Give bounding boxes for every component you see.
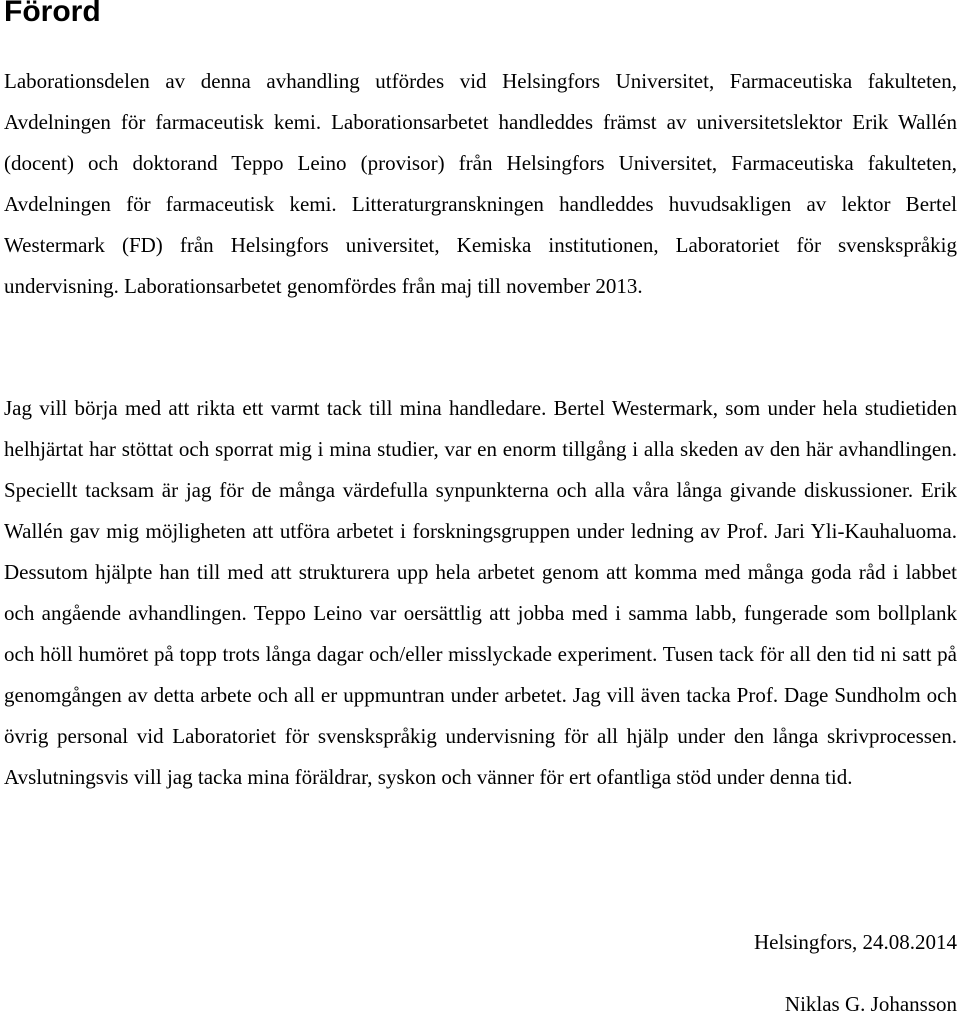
paragraph-intro: Laborationsdelen av denna avhandling utfördes vid Helsingfors Universitet, Farmaceutiska fakulteten, Avdelningen för farmaceutisk kemi. Laborationsarbetet handleddes främst av universitetslektor Erik Wallén (docent) och doktorand Teppo Leino (provisor) från Helsingfors Universitet, Farmaceutiska fakulteten, Avdelningen för farmaceutisk kemi. Litteraturgranskningen handleddes huvudsakligen av lektor Bertel Westermark (FD) från Helsingfors universitet, Kemiska institutionen, Laboratoriet för svenskspråkig undervisning. Laborationsarbetet genomfördes från maj till november 2013.	[4, 69, 957, 298]
place-date: Helsingfors, 24.08.2014	[754, 930, 957, 954]
paragraph-acknowledgements: Jag vill börja med att rikta ett varmt tack till mina handledare. Bertel Westermark, som under hela studietiden helhjärtat har stöttat och sporrat mig i mina studier, var en enorm tillgång i alla skeden av den här avhandlingen. Speciellt tacksam är jag för de många värdefulla synpunkterna och alla våra långa givande diskussioner. Erik Wallén gav mig möjligheten att utföra arbetet i forskningsgruppen under ledning av Prof. Jari Yli-Kauhaluoma. Dessutom hjälpte han till med att strukturera upp hela arbetet genom att komma med många goda råd i labbet och angående avhandlingen. Teppo Leino var oersättlig att jobba med i samma labb, fungerade som bollplank och höll humöret på topp trots långa dagar och/eller misslyckade experiment. Tusen tack för all den tid ni satt på genomgången av detta arbete och all er uppmuntran under arbetet. Jag vill även tacka Prof. Dage Sundholm och övrig personal vid Laboratoriet för svenskspråkig undervisning för all hjälp under den långa skrivprocessen. Avslutningsvis vill jag tacka mina föräldrar, syskon och vänner för ert ofantliga stöd under denna tid.	[4, 396, 957, 789]
author-signature: Niklas G. Johansson	[784, 992, 957, 1016]
page-title: Förord	[4, 0, 101, 28]
